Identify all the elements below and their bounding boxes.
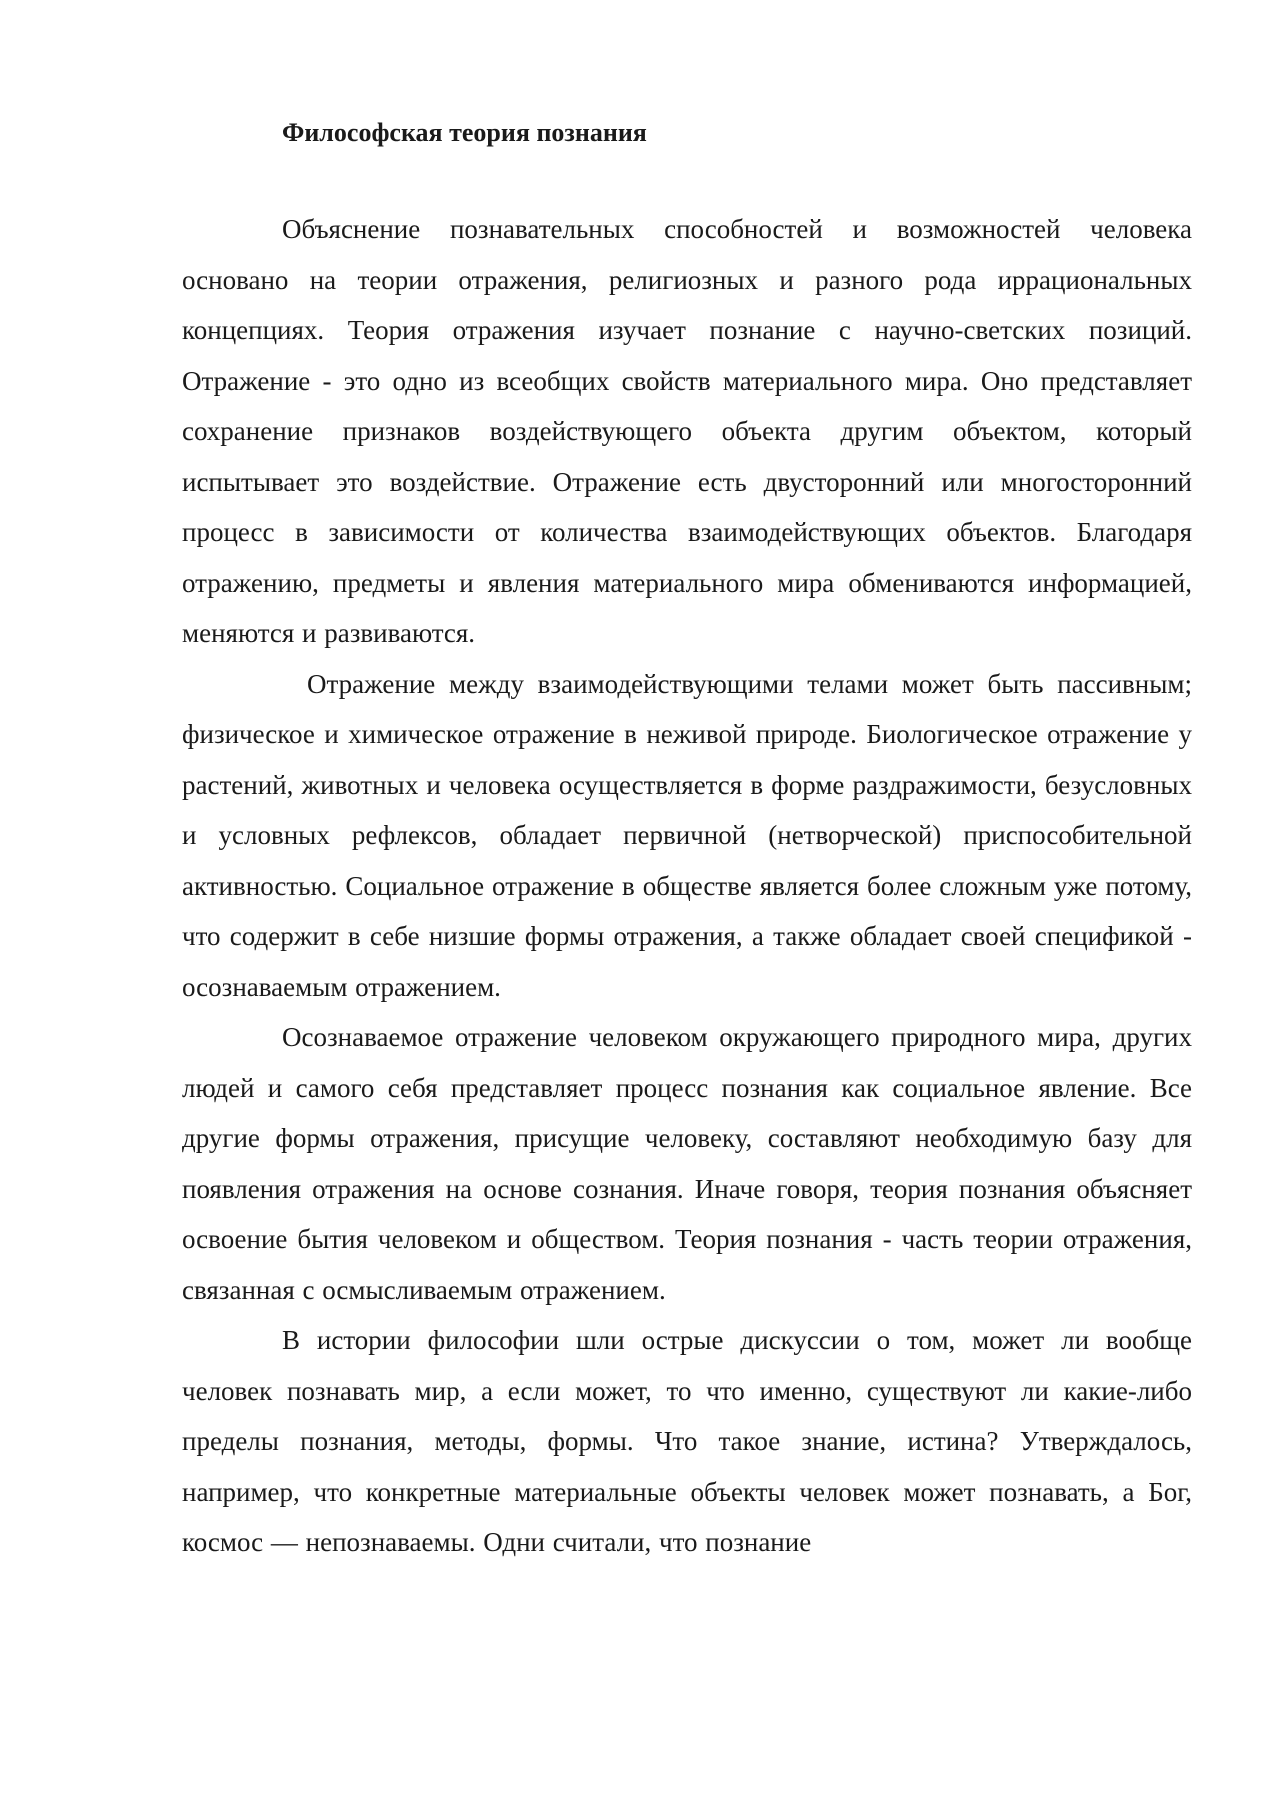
paragraph-reflection-theory: Объяснение познавательных способностей и возможностей человека основано на теории отражения, религиозных и разного рода иррациональных концепциях. Теория отражения изучает познание с научно-светских позиций. Отражение - это одно из всеобщих свойств материального мира. Оно представляет сохранение признаков воздействующего объекта другим объектом, который испытывает это воздействие. Отражение есть двусторонний или многосторонний процесс в зависимости от количества взаимодействующих объектов. Благодаря отражению, предметы и явления материального мира обмениваются информацией, меняются и развиваются. bbox=[182, 214, 1192, 648]
document-body bbox=[182, 118, 1192, 1568]
paragraph-reflection-forms: Отражение между взаимодействующими телами может быть пассивным; физическое и химическое отражение в неживой природе. Биологическое отражение у растений, животных и человека осуществляется в форме раздражимости, безусловных и условных рефлексов, обладает первичной (нетворческой) приспособительной активностью. Социальное отражение в обществе является более сложным уже потому, что содержит в себе низшие формы отражения, а также обладает своей спецификой - осознаваемым отражением. bbox=[182, 668, 1192, 1002]
paragraph-history-of-philosophy: В истории философии шли острые дискуссии о том, может ли вообще человек познавать мир, а если может, то что именно, существуют ли какие-либо пределы познания, методы, формы. Что такое знание, истина? Утверждалось, например, что конкретные материальные объекты человек может познавать, а Бог, космос — непознаваемы. Одни считали, что познание bbox=[182, 1325, 1192, 1557]
document-title: Философская теория познания bbox=[282, 118, 647, 147]
paragraph-conscious-reflection: Осознаваемое отражение человеком окружающего природного мира, других людей и самого себя представляет процесс познания как социальное явление. Все другие формы отражения, присущие человеку, составляют необходимую базу для появления отражения на основе сознания. Иначе говоря, теория познания объясняет освоение бытия человеком и обществом. Теория познания - часть теории отражения, связанная с осмысливаемым отражением. bbox=[182, 1022, 1192, 1305]
